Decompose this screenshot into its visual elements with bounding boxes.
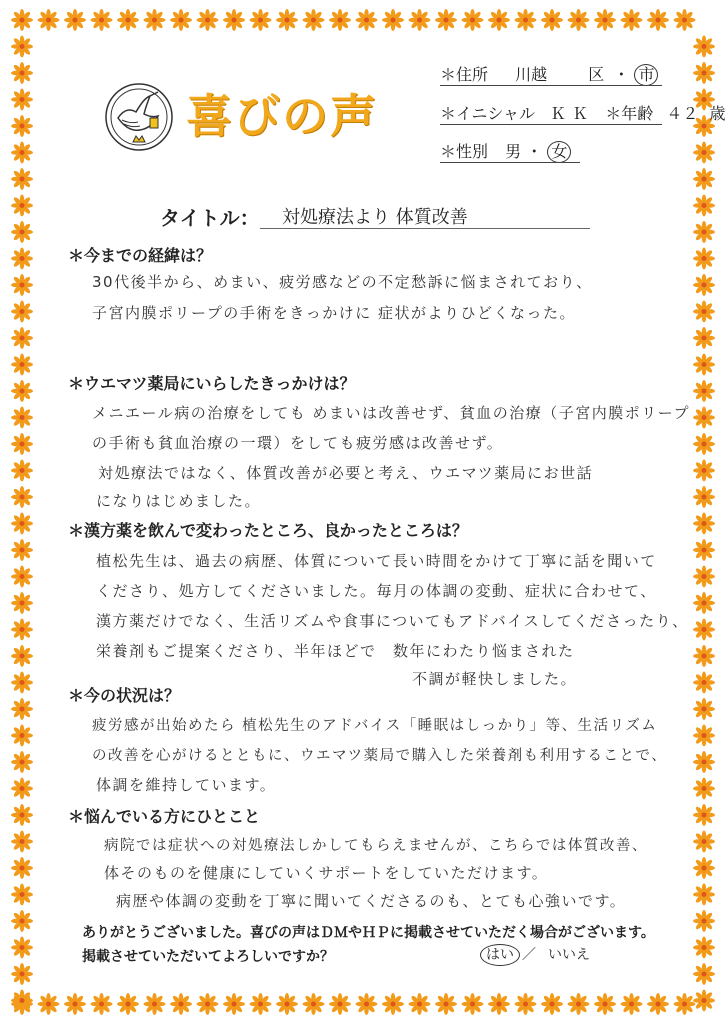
flower-icon xyxy=(64,993,86,1015)
flower-icon xyxy=(693,672,715,694)
page-title: 喜びの声 xyxy=(186,89,378,143)
gender-label: ＊性別 xyxy=(440,142,489,161)
flower-icon xyxy=(11,778,33,800)
flower-icon xyxy=(693,857,715,879)
flower-icon xyxy=(250,9,272,31)
flower-icon xyxy=(11,195,33,217)
answer-line: 栄養剤もご提案くださり、半年ほどで 数年にわたり悩まされた xyxy=(96,642,575,660)
flower-icon xyxy=(541,9,563,31)
flower-icon xyxy=(11,433,33,455)
flower-icon xyxy=(693,645,715,667)
flower-icon xyxy=(11,486,33,508)
flower-icon xyxy=(462,993,484,1015)
flower-icon xyxy=(621,993,643,1015)
flower-icon xyxy=(117,9,139,31)
flower-icon xyxy=(693,142,715,164)
flower-icon xyxy=(674,993,696,1015)
flower-icon xyxy=(11,619,33,641)
flower-icon xyxy=(276,9,298,31)
flower-icon xyxy=(11,725,33,747)
answer-line: 漢方薬だけでなく、生活リズムや食事についてもアドバイスしてくださったり、 xyxy=(96,612,689,630)
flower-icon xyxy=(693,566,715,588)
flower-icon xyxy=(11,274,33,296)
answer-line: 体そのものを健康にしていくサポートをしていただけます。 xyxy=(104,864,549,882)
answer-no: いいえ xyxy=(548,947,590,963)
flower-icon xyxy=(11,539,33,561)
flower-icon xyxy=(356,9,378,31)
address-option-shi: 市 xyxy=(634,64,658,86)
flower-icon xyxy=(11,89,33,111)
flower-icon xyxy=(11,460,33,482)
answer-line: 30代後半から、めまい、疲労感などの不定愁訴に悩まされており、 xyxy=(92,273,593,291)
flower-icon xyxy=(693,221,715,243)
flower-icon xyxy=(170,993,192,1015)
flower-icon xyxy=(11,221,33,243)
initial-underline xyxy=(440,124,662,125)
address-row: ＊住所 川越 区 ・ 市 xyxy=(440,62,658,86)
flower-icon xyxy=(674,9,696,31)
flower-icon xyxy=(117,993,139,1015)
answer-line: 体調を維持しています。 xyxy=(96,776,277,794)
flower-icon xyxy=(11,910,33,932)
flower-icon xyxy=(11,301,33,323)
gender-option-female: 女 xyxy=(547,141,571,163)
flower-icon xyxy=(693,990,715,1012)
question-message: ＊悩んでいる方にひとこと xyxy=(68,807,261,826)
flower-icon xyxy=(693,380,715,402)
flower-icon xyxy=(693,407,715,429)
flower-icon xyxy=(276,993,298,1015)
flower-icon xyxy=(11,248,33,270)
answer-line: 不調が軽快しました。 xyxy=(412,670,578,688)
flower-icon xyxy=(693,698,715,720)
flower-icon xyxy=(435,9,457,31)
address-underline xyxy=(440,85,662,86)
flower-icon xyxy=(541,993,563,1015)
footer-question: 掲載させていただいてよろしいですか？ xyxy=(82,949,334,965)
flower-icon xyxy=(693,937,715,959)
answer-separator: ／ xyxy=(522,947,536,963)
flower-icon xyxy=(382,9,404,31)
flower-icon xyxy=(11,327,33,349)
title-underline xyxy=(260,228,590,229)
flower-icon xyxy=(11,672,33,694)
question-reason: ＊ウエマツ薬局にいらしたきっかけは？ xyxy=(68,374,356,393)
flower-icon xyxy=(223,9,245,31)
flower-icon xyxy=(91,9,113,31)
initial-age-row xyxy=(440,101,725,124)
flower-icon xyxy=(515,9,537,31)
flower-icon xyxy=(11,937,33,959)
flower-icon xyxy=(144,9,166,31)
flower-icon xyxy=(693,301,715,323)
flower-icon xyxy=(11,513,33,535)
flower-icon xyxy=(11,592,33,614)
flower-icon xyxy=(693,725,715,747)
flower-icon xyxy=(693,513,715,535)
flower-icon xyxy=(144,993,166,1015)
gender-row: ＊性別 男 ・ 女 xyxy=(440,139,571,163)
initial-label: ＊イニシャル xyxy=(440,104,536,123)
flower-icon xyxy=(11,804,33,826)
question-current: ＊今の状況は？ xyxy=(68,686,181,705)
age-label: ＊年齢 xyxy=(605,104,654,123)
flower-icon xyxy=(693,62,715,84)
flower-icon xyxy=(11,354,33,376)
flower-icon xyxy=(11,407,33,429)
flower-icon xyxy=(693,831,715,853)
answer-line: の手術も貧血治療の一環）をしても疲労感は改善せず。 xyxy=(92,434,504,452)
flower-icon xyxy=(11,831,33,853)
flower-icon xyxy=(11,566,33,588)
flower-icon xyxy=(64,9,86,31)
flower-icon xyxy=(382,993,404,1015)
answer-yes: はい xyxy=(480,944,520,966)
flower-icon xyxy=(11,168,33,190)
answer-line: 植松先生は、過去の病歴、体質について長い時間をかけて丁寧に話を聞いて xyxy=(96,552,657,570)
flower-icon xyxy=(693,36,715,58)
flower-icon xyxy=(197,9,219,31)
flower-icon xyxy=(693,248,715,270)
flower-icon xyxy=(488,993,510,1015)
flower-icon xyxy=(91,993,113,1015)
flower-icon xyxy=(11,884,33,906)
flower-icon xyxy=(11,645,33,667)
flower-icon xyxy=(693,592,715,614)
gender-underline xyxy=(440,162,580,163)
crane-logo-icon xyxy=(100,78,178,156)
answer-yes-option xyxy=(480,944,520,966)
flower-icon xyxy=(693,910,715,932)
age-value: ４２ xyxy=(666,104,699,123)
flower-icon xyxy=(223,993,245,1015)
flower-icon xyxy=(568,9,590,31)
initial-value: ＫＫ xyxy=(550,104,595,123)
flower-icon xyxy=(435,993,457,1015)
answer-line: くださり、処方してくださいました。毎月の体調の変動、症状に合わせて、 xyxy=(96,582,657,600)
answer-line: メニエール病の治療をしても めまいは改善せず、貧血の治療（子宮内膜ポリープ xyxy=(92,404,691,422)
flower-icon xyxy=(409,9,431,31)
age-unit: 歳 xyxy=(709,104,726,123)
flower-icon xyxy=(693,486,715,508)
address-value: 川越 xyxy=(515,65,548,84)
flower-icon xyxy=(11,36,33,58)
answer-line: 対処療法ではなく、体質改善が必要と考え、ウエマツ薬局にお世話 xyxy=(98,464,594,482)
flower-icon xyxy=(170,9,192,31)
address-label: ＊住所 xyxy=(440,65,489,84)
flower-icon xyxy=(11,857,33,879)
flower-icon xyxy=(647,993,669,1015)
flower-icon xyxy=(11,698,33,720)
flower-icon xyxy=(693,804,715,826)
flower-icon xyxy=(250,993,272,1015)
answer-line: 病歴や体調の変動を丁寧に聞いてくださるのも、とても心強いです。 xyxy=(116,892,627,910)
flower-icon xyxy=(11,142,33,164)
flower-icon xyxy=(693,460,715,482)
flower-icon xyxy=(303,9,325,31)
flower-icon xyxy=(693,274,715,296)
title-label: タイトル： xyxy=(160,206,260,230)
flower-icon xyxy=(693,963,715,985)
flower-icon xyxy=(303,993,325,1015)
flower-icon xyxy=(329,9,351,31)
question-history: ＊今までの経緯は？ xyxy=(68,246,213,265)
answer-line: になりはじめました。 xyxy=(96,492,262,510)
flower-icon xyxy=(11,9,33,31)
flower-icon xyxy=(462,9,484,31)
answer-line: 子宮内膜ポリープの手術をきっかけに 症状がよりひどくなった。 xyxy=(92,304,577,322)
flower-icon xyxy=(693,778,715,800)
flower-icon xyxy=(329,993,351,1015)
flower-icon xyxy=(356,993,378,1015)
flower-icon xyxy=(568,993,590,1015)
flower-icon xyxy=(11,963,33,985)
answer-line: 疲労感が出始めたら 植松先生のアドバイス「睡眠はしっかり」等、生活リズム xyxy=(92,718,658,734)
answer-line: の改善を心がけるとともに、ウエマツ薬局で購入した栄養剤も利用することで、 xyxy=(92,748,668,764)
flower-icon xyxy=(11,990,33,1012)
address-option-ku: 区 xyxy=(588,65,605,84)
flower-icon xyxy=(693,168,715,190)
flower-icon xyxy=(11,380,33,402)
flower-icon xyxy=(693,619,715,641)
flower-icon xyxy=(515,993,537,1015)
flower-icon xyxy=(38,993,60,1015)
answer-line: 病院では症状への対処療法しかしてもらえませんが、こちらでは体質改善、 xyxy=(104,838,648,854)
flower-icon xyxy=(11,62,33,84)
flower-icon xyxy=(693,195,715,217)
flower-icon xyxy=(594,993,616,1015)
title-value: 対処療法より 体質改善 xyxy=(282,207,468,228)
gender-option-male: 男 xyxy=(505,142,522,161)
flower-icon xyxy=(594,9,616,31)
flower-icon xyxy=(693,884,715,906)
flower-icon xyxy=(693,327,715,349)
flower-icon xyxy=(693,433,715,455)
flower-icon xyxy=(38,9,60,31)
flower-icon xyxy=(11,751,33,773)
flower-icon xyxy=(11,115,33,137)
footer-thanks: ありがとうございました。喜びの声はＤＭやＨＰに掲載させていただく場合がございます。 xyxy=(82,925,655,941)
flower-icon xyxy=(647,9,669,31)
flower-icon xyxy=(197,993,219,1015)
flower-icon xyxy=(693,354,715,376)
flower-icon xyxy=(488,9,510,31)
flower-icon xyxy=(693,539,715,561)
flower-icon xyxy=(621,9,643,31)
flower-icon xyxy=(693,751,715,773)
question-changes: ＊漢方薬を飲んで変わったところ、良かったところは？ xyxy=(68,521,468,540)
flower-icon xyxy=(409,993,431,1015)
